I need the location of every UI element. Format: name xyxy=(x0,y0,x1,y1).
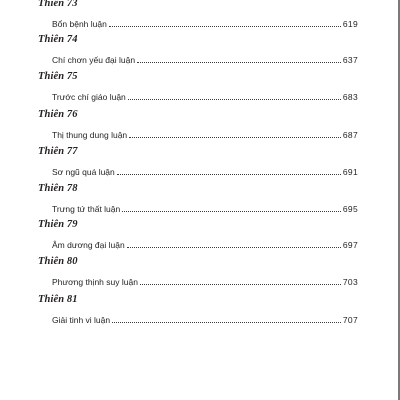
toc-entry[interactable] xyxy=(38,91,358,103)
dot-leader xyxy=(129,137,341,138)
chapter-heading: Thiên 76 xyxy=(38,109,78,120)
dot-leader xyxy=(140,284,341,285)
toc-entry[interactable] xyxy=(38,276,358,288)
entry-title: Giải tinh vi luận xyxy=(52,315,111,325)
page-number: 695 xyxy=(342,204,358,214)
dot-leader xyxy=(128,99,341,100)
entry-title: Chí chơn yếu đại luận xyxy=(52,55,136,65)
page-number: 703 xyxy=(342,277,358,287)
entry-title: Trước chí giáo luận xyxy=(52,92,126,102)
page-number: 707 xyxy=(342,315,358,325)
chapter-heading: Thiên 73 xyxy=(38,0,78,9)
page-number: 697 xyxy=(342,240,358,250)
toc-entry[interactable] xyxy=(38,314,358,326)
toc-entry[interactable] xyxy=(38,129,358,141)
toc-entry[interactable] xyxy=(38,54,358,66)
page-number: 691 xyxy=(342,167,358,177)
toc-entry[interactable] xyxy=(38,239,358,251)
entry-title: Âm dương đại luận xyxy=(52,240,125,250)
entry-title: Thị thung dung luận xyxy=(52,130,128,140)
entry-title: Bổn bệnh luận xyxy=(52,19,107,29)
page-number: 683 xyxy=(342,92,358,102)
chapter-heading: Thiên 78 xyxy=(38,183,78,194)
chapter-heading: Thiên 74 xyxy=(38,34,78,45)
dot-leader xyxy=(122,211,341,212)
dot-leader xyxy=(137,62,341,63)
chapter-heading: Thiên 81 xyxy=(38,294,78,305)
dot-leader xyxy=(127,247,341,248)
toc-entry[interactable] xyxy=(38,18,358,30)
entry-title: Sơ ngũ quá luận xyxy=(52,167,115,177)
entry-title: Trưng tứ thất luận xyxy=(52,204,121,214)
toc-entry[interactable] xyxy=(38,203,358,215)
chapter-heading: Thiên 79 xyxy=(38,219,78,230)
dot-leader xyxy=(117,174,341,175)
dot-leader xyxy=(112,322,341,323)
chapter-heading: Thiên 75 xyxy=(38,71,78,82)
toc-entry[interactable] xyxy=(38,166,358,178)
page-number: 637 xyxy=(342,55,358,65)
chapter-heading: Thiên 77 xyxy=(38,146,78,157)
entry-title: Phương thịnh suy luận xyxy=(52,277,138,287)
page-number: 687 xyxy=(342,130,358,140)
chapter-heading: Thiên 80 xyxy=(38,256,78,267)
page-number: 619 xyxy=(342,19,358,29)
dot-leader xyxy=(109,26,341,27)
